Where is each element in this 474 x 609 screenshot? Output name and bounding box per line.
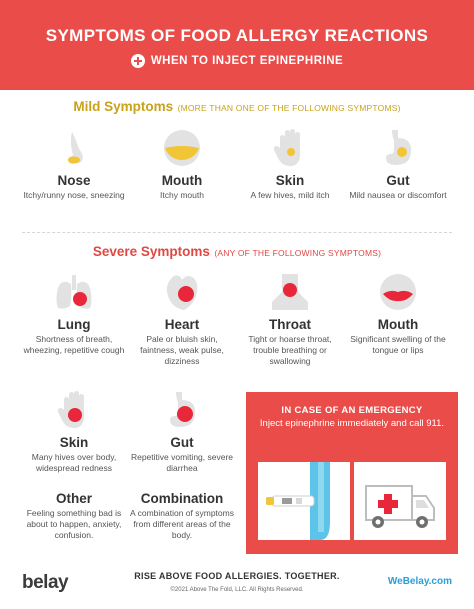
severe-note: (ANY OF THE FOLLOWING SYMPTOMS) — [214, 248, 382, 258]
item-name: Combination — [140, 491, 224, 506]
emergency-text: Inject epinephrine immediately and call 911. — [259, 418, 445, 429]
heart-icon — [162, 272, 202, 312]
severe-title: Severe Symptoms — [92, 244, 210, 259]
item-name: Mouth — [377, 317, 419, 332]
page-subtitle — [0, 54, 474, 68]
severe-item-other — [22, 486, 126, 541]
page-subtitle-text: WHEN TO INJECT EPINEPHRINE — [150, 55, 344, 67]
footer-tagline: RISE ABOVE FOOD ALLERGIES. TOGETHER. — [134, 571, 340, 581]
mild-item-mouth — [130, 128, 234, 201]
hand-icon — [270, 128, 310, 168]
mild-item-nose — [22, 128, 126, 201]
severe-item-throat — [238, 272, 342, 367]
ambulance-icon — [354, 462, 446, 540]
item-desc: Itchy/runny nose, sneezing — [23, 190, 125, 200]
item-name: Mouth — [161, 173, 203, 188]
header-banner — [0, 0, 474, 90]
website-link[interactable]: WeBelay.com — [387, 576, 452, 587]
item-name: Skin — [275, 173, 305, 188]
mild-item-gut — [346, 128, 450, 201]
severe-item-gut — [130, 390, 234, 474]
severe-item-mouth — [346, 272, 450, 356]
hand-icon — [54, 390, 94, 430]
item-desc: Significant swelling of the tongue or lips — [350, 334, 446, 355]
stomach-icon — [378, 128, 418, 168]
emergency-title: IN CASE OF AN EMERGENCY — [281, 405, 423, 416]
item-desc: A few hives, mild itch — [250, 190, 330, 200]
item-name: Gut — [386, 173, 410, 188]
mild-title: Mild Symptoms — [73, 99, 174, 114]
item-name: Lung — [57, 317, 91, 332]
page-title: SYMPTOMS OF FOOD ALLERGY REACTIONS — [45, 26, 429, 45]
belay-logo: belay — [22, 572, 69, 593]
item-name: Skin — [59, 435, 89, 450]
severe-item-skin — [22, 390, 126, 474]
item-desc: Repetitive vomiting, severe diarrhea — [130, 452, 234, 473]
mild-note: (MORE THAN ONE OF THE FOLLOWING SYMPTOMS) — [177, 103, 401, 113]
item-name: Heart — [164, 317, 200, 332]
severe-item-lung — [22, 272, 126, 356]
epinephrine-injector-icon — [258, 462, 350, 540]
footer-copyright: ©2021 Above The Fold, LLC. All Rights Reserved. — [170, 587, 304, 593]
item-desc: Shortness of breath, wheezing, repetitive cough — [23, 334, 125, 355]
mild-item-skin — [238, 128, 342, 201]
item-name: Nose — [57, 173, 91, 188]
nose-icon — [54, 128, 94, 168]
emergency-box — [246, 392, 458, 554]
item-name: Other — [55, 491, 92, 506]
medical-plus-icon — [131, 54, 145, 68]
item-desc: Mild nausea or discomfort — [349, 190, 447, 200]
severe-section-title — [0, 243, 474, 261]
ambulance-panel — [354, 462, 446, 540]
mild-section-title — [0, 98, 474, 116]
item-desc: A combination of symptoms from different areas of the body. — [130, 508, 234, 540]
severe-item-combination — [130, 486, 234, 541]
item-desc: Many hives over body, widespread redness — [31, 452, 117, 473]
mouth-icon — [378, 272, 418, 312]
footer — [0, 566, 474, 609]
mouth-icon — [162, 128, 202, 168]
section-divider — [22, 232, 452, 233]
item-desc: Tight or hoarse throat, trouble breathing or swallowing — [248, 334, 332, 366]
item-desc: Feeling something bad is about to happen, anxiety, confusion. — [26, 508, 122, 540]
item-name: Gut — [170, 435, 194, 450]
item-desc: Itchy mouth — [160, 190, 204, 200]
severe-item-heart — [130, 272, 234, 367]
throat-icon — [270, 272, 310, 312]
epinephrine-panel — [258, 462, 350, 540]
lungs-icon — [54, 272, 94, 312]
item-name: Throat — [269, 317, 311, 332]
item-desc: Pale or bluish skin, faintness, weak pulse, dizziness — [140, 334, 224, 366]
stomach-icon — [162, 390, 202, 430]
